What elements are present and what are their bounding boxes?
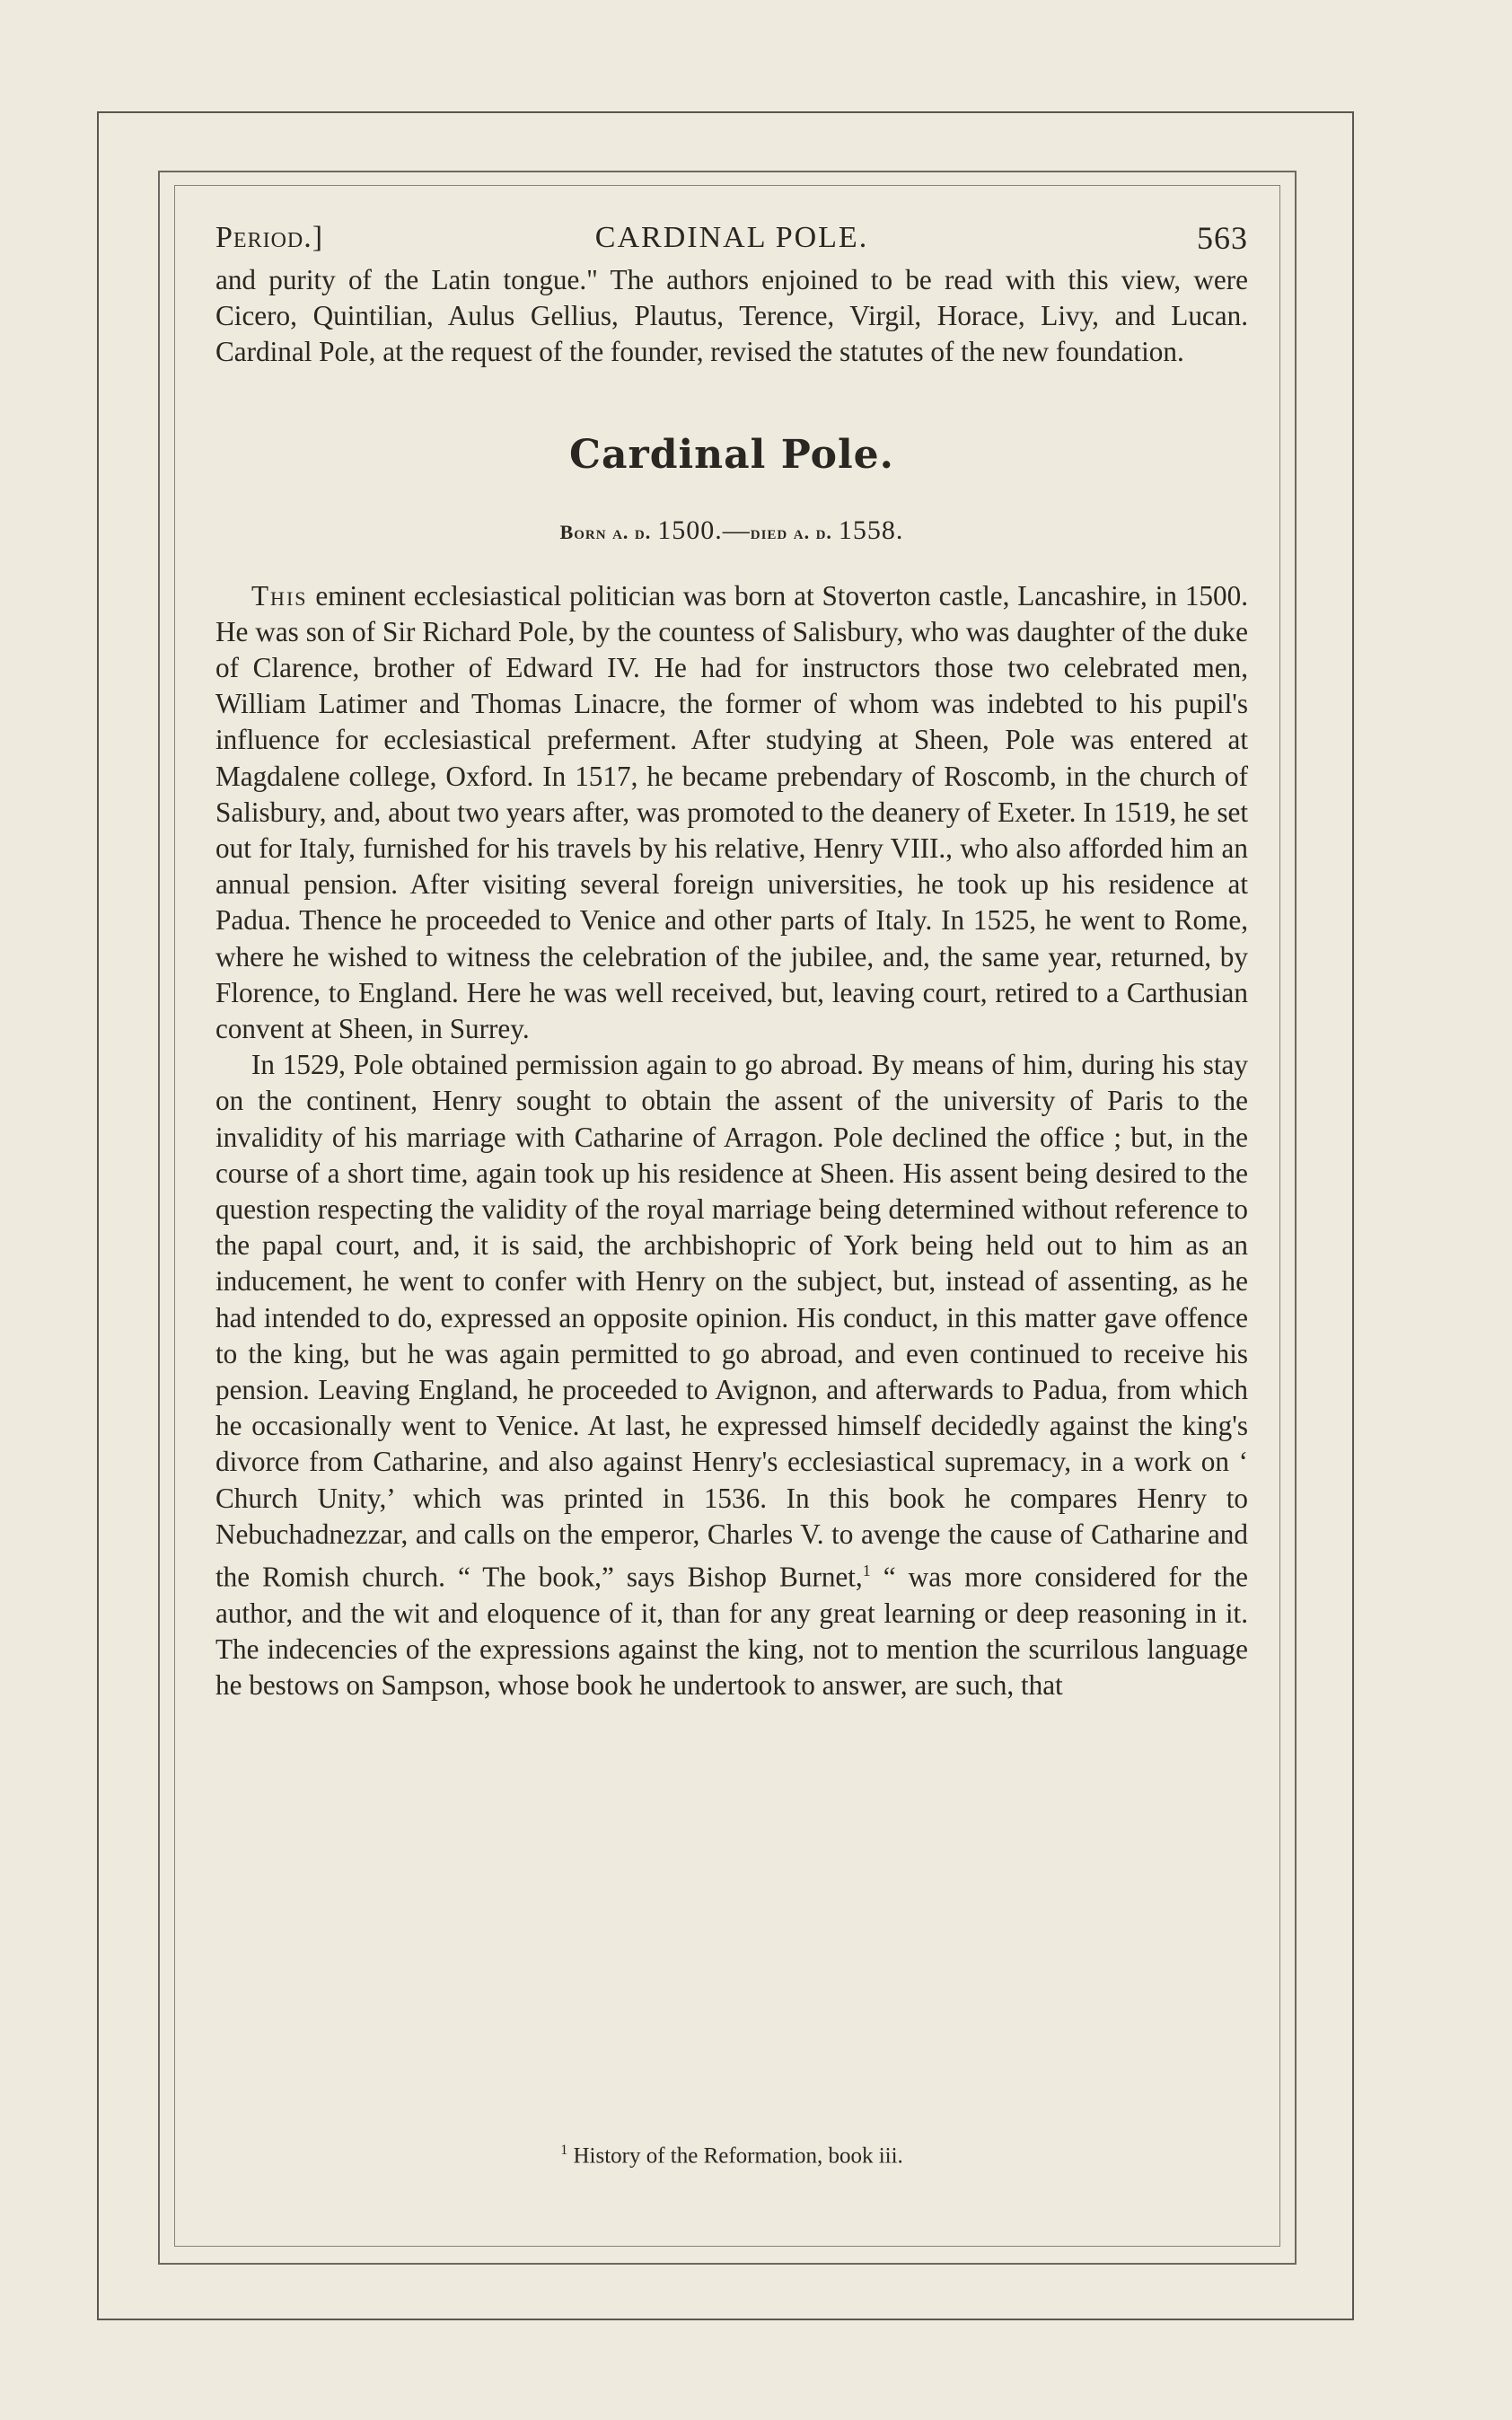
body-paragraph-1: [215, 578, 1248, 1048]
page-content: [215, 212, 1248, 2169]
life-dates: [215, 515, 1248, 546]
footnote: [215, 2143, 1248, 2169]
date-separator: —: [722, 515, 751, 545]
running-head: [215, 212, 1248, 262]
section-title: Cardinal Pole.: [568, 431, 894, 478]
header-period: Period.]: [215, 221, 324, 254]
footnote-mark: 1: [560, 2143, 568, 2158]
paragraph-lead-word: This: [251, 579, 308, 612]
born-year: 1500.: [657, 515, 723, 545]
footnote-text: History of the Reformation, book iii.: [567, 2143, 903, 2169]
died-label: died a. d.: [750, 520, 832, 543]
paragraph-2-tail: “ was more considered for the author, and the wit and eloquence of it, than for any great learning or deep reasoning in it. The indecencies of the expressions against the king, not to mention the scurrilous language he bestows on Sampson, whose book he undertook to answer, are such, that: [215, 1561, 1248, 1702]
paragraph-2-text: In 1529, Pole obtained permission again to go abroad. By means of him, during his stay on the continent, Henry sought to obtain the assent of the university of Paris to the invalidity of his marriage with Catharine of Arragon. Pole declined the office ; but, in the course of a short time, again took up his residence at Sheen. His assent being desired to the question respecting the validity of the royal marriage being determined without reference to the papal court, and, it is said, the archbishopric of York being held out to him as an inducement, he went to confer with Henry on the subject, but, instead of assenting, as he had intended to do, expressed an opposite opinion. His conduct, in this matter gave offence to the king, but he was again permitted to go abroad, and even continued to receive his pension. Leaving England, he proceeded to Avignon, and afterwards to Padua, from which he occasionally went to Venice. At last, he expressed himself decidedly against the king's divorce from Catharine, and also against Henry's ecclesiastical supremacy, in a work on ‘ Church Unity,’ which was printed in 1536. In this book he compares Henry to Nebuchadnezzar, and calls on the emperor, Charles V. to avenge the cause of Catharine and the Romish church. “ The book,” says Bishop Burnet,: [215, 1049, 1248, 1593]
paragraph-1-text: eminent ecclesiastical politician was born at Stoverton castle, Lancashire, in 1500. He was son of Sir Richard Pole, by the countess of Salisbury, who was daughter of the duke of Clarence, brother of Edward IV. He had for instructors those two celebrated men, William Latimer and Thomas Linacre, the former of whom was indebted to his pupil's influence for ecclesiastical preferment. After studying at Sheen, Pole was entered at Magdalene college, Oxford. In 1517, he became prebendary of Roscomb, in the church of Salisbury, and, about two years after, was promoted to the deanery of Exeter. In 1519, he set out for Italy, furnished for his travels by his relative, Henry VIII., who also afforded him an annual pension. After visiting several foreign universities, he took up his residence at Padua. Thence he proceeded to Venice and other parts of Italy. In 1525, he went to Rome, where he wished to witness the celebration of the jubilee, and, the same year, returned, by Florence, to England. Here he was well received, but, leaving court, retired to a Carthusian convent at Sheen, in Surrey.: [215, 579, 1248, 1045]
born-label: Born a. d.: [559, 520, 652, 543]
body-paragraph-2: [215, 1047, 1248, 1703]
intro-paragraph: and purity of the Latin tongue." The authors enjoined to be read with this view, were Cicero, Quintilian, Aulus Gellius, Plautus, Terence, Virgil, Horace, Livy, and Lucan. Cardinal Pole, at the request of the founder, revised the statutes of the new foundation.: [215, 264, 1248, 368]
footnote-reference: 1: [862, 1562, 871, 1580]
page-number: 563: [1197, 220, 1248, 256]
header-title: CARDINAL POLE.: [594, 221, 869, 254]
died-year: 1558.: [838, 515, 904, 545]
